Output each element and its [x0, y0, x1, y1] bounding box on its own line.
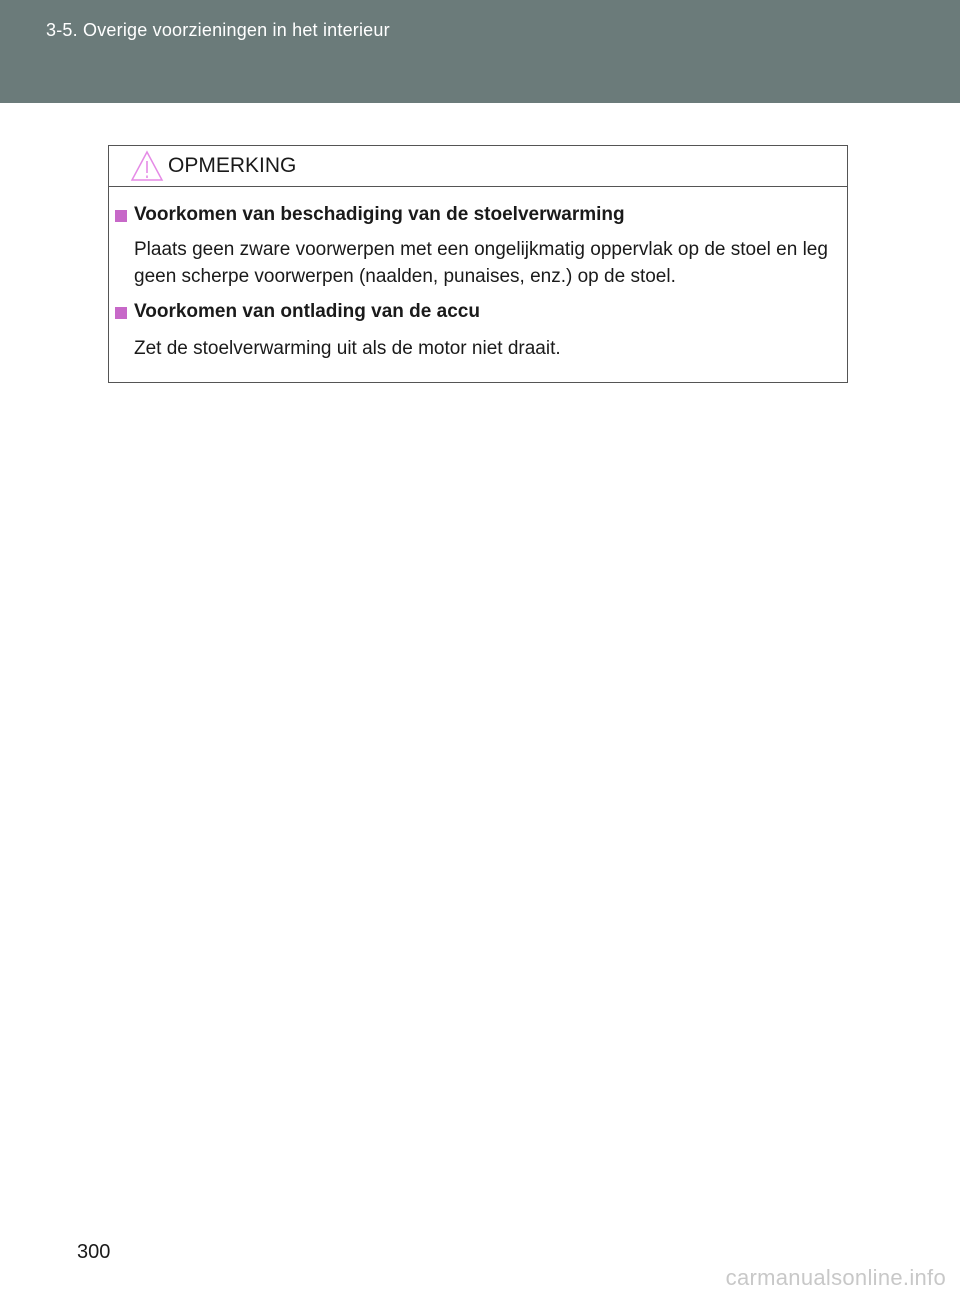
notice-header	[109, 146, 847, 187]
section-body: Plaats geen zware voorwerpen met een ongelijkmatig oppervlak op de stoel en leg geen scherpe voorwerpen (naalden, punaises, enz.) op de stoel.	[134, 239, 828, 287]
section-body: Zet de stoelverwarming uit als de motor niet draait.	[134, 338, 561, 359]
notice-box	[108, 145, 848, 383]
section-bullet	[115, 210, 127, 222]
notice-title: OPMERKING	[168, 154, 297, 177]
warning-triangle-icon	[130, 150, 164, 182]
page-number: 300	[77, 1241, 111, 1263]
section-heading: Voorkomen van beschadiging van de stoelverwarming	[134, 204, 625, 225]
header-bar	[0, 0, 960, 103]
section-heading: Voorkomen van ontlading van de accu	[134, 301, 480, 322]
section-bullet	[115, 307, 127, 319]
section-title: 3-5. Overige voorzieningen in het interieur	[46, 20, 390, 40]
watermark: carmanualsonline.info	[725, 1265, 946, 1290]
